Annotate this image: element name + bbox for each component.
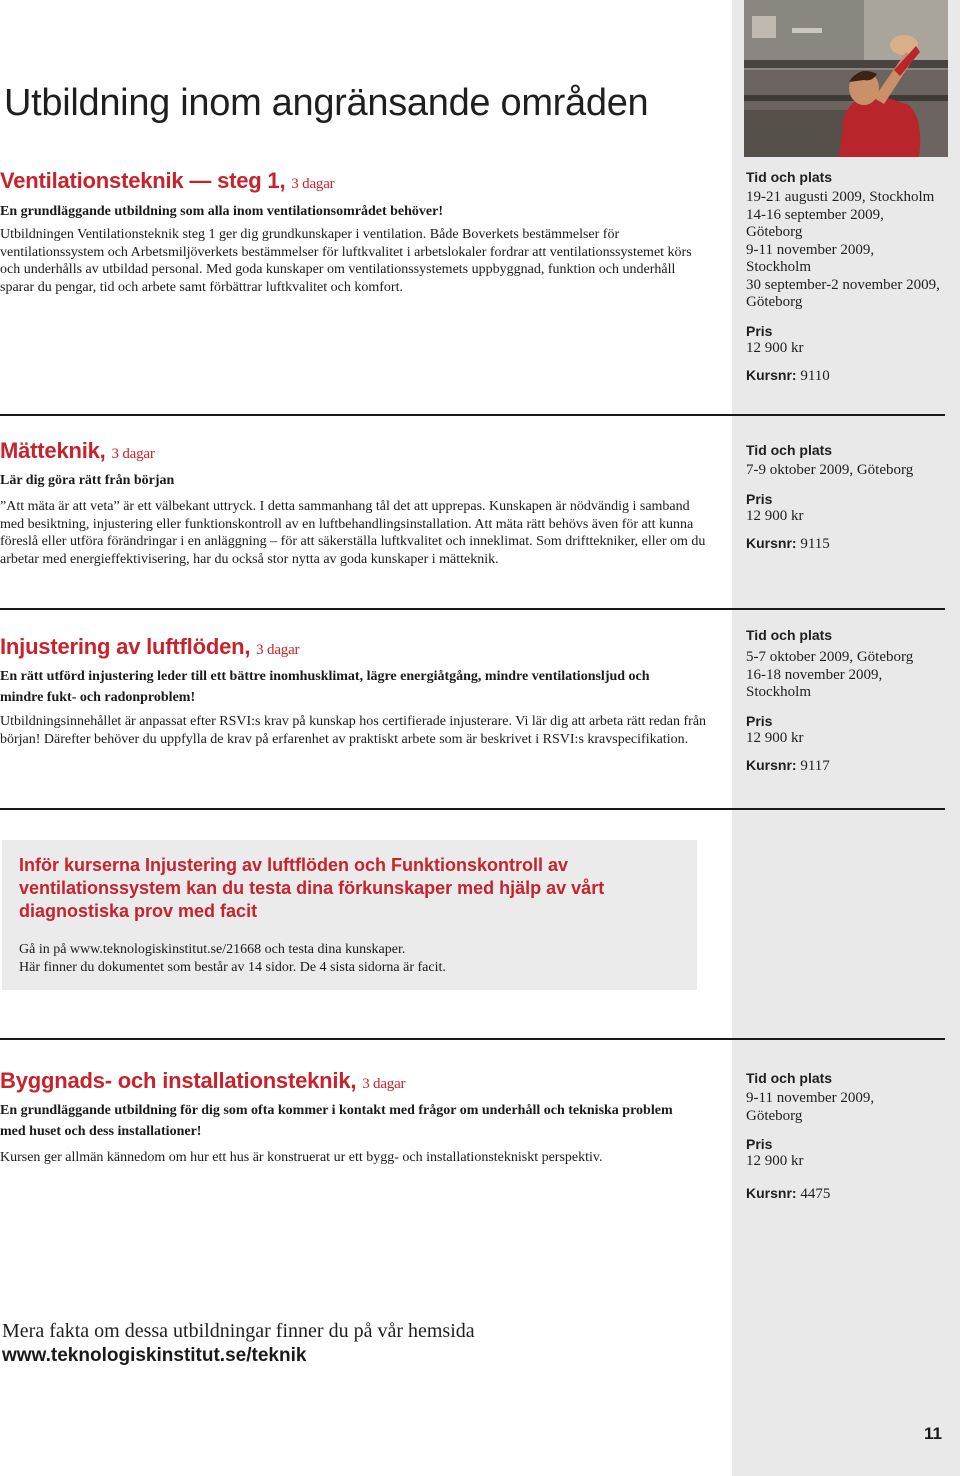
- course-duration: 3 dagar: [111, 446, 155, 462]
- section-divider: [0, 608, 945, 610]
- date-line: Göteborg: [746, 224, 803, 240]
- date-line: 14-16 september 2009,: [746, 206, 884, 223]
- page-title: Utbildning inom angränsande områden: [4, 82, 649, 124]
- course-lead: En rätt utförd injustering leder till ett bättre inomhusklimat, lägre energiåtgång, mindre ventilationsljud och mindre fukt- och radonproblem!: [0, 669, 650, 705]
- date-line: 5-7 oktober 2009, Göteborg: [746, 649, 914, 665]
- time-place-label: Tid och plats: [746, 169, 833, 185]
- price-label: Pris: [746, 712, 773, 729]
- course-description: Utbildningsinnehållet är anpassat efter RSVI:s krav på kunskap hos certifierade injusterare. Vi lär dig att arbeta rätt redan från början! Därefter behöver du uppfylla de krav på erfarenhet av praktiskt arbete som är beskrivet i RSVI:s kravspecifikation.: [0, 714, 707, 747]
- course-title-text: Byggnads- och installationsteknik,: [0, 1068, 357, 1093]
- section-divider: [0, 414, 945, 416]
- technician-photo: [744, 0, 948, 157]
- course-info-injustering: [746, 626, 960, 776]
- date-line: 9-11 november 2009,: [746, 1090, 875, 1106]
- course-duration: 3 dagar: [362, 1076, 406, 1092]
- course-info-byggnadsteknik: [746, 1069, 960, 1203]
- course-info-ventilationsteknik: [746, 168, 960, 386]
- course-lead: Lär dig göra rätt från början: [0, 473, 175, 488]
- course-info-matteknik: [746, 441, 960, 554]
- course-title: [0, 634, 710, 660]
- dates-list: [746, 1090, 960, 1125]
- course-number-value: 9110: [800, 368, 830, 384]
- course-ventilationsteknik: [0, 168, 710, 296]
- price-label: Pris: [746, 322, 773, 339]
- course-number-label: Kursnr:: [746, 367, 797, 383]
- course-title-text: Mätteknik,: [0, 438, 106, 463]
- course-description: Kursen ger allmän kännedom om hur ett hus är konstruerat ur ett bygg- och installationstekniskt perspektiv.: [0, 1150, 603, 1165]
- course-number: [746, 1185, 960, 1204]
- course-number: [746, 757, 960, 776]
- dates-list: [746, 649, 960, 702]
- date-line: Stockholm: [746, 684, 812, 700]
- callout-heading: Inför kurserna Injustering av luftflöden och Funktionskontroll av ventilationssystem kan du testa dina förkunskaper med hjälp av vårt diagnostiska prov med facit: [19, 855, 605, 921]
- date-line: 7-9 oktober 2009, Göteborg: [746, 462, 914, 478]
- course-number-value: 9117: [800, 758, 830, 774]
- course-title-text: Ventilationsteknik — steg 1,: [0, 168, 286, 193]
- technician-photo-image: [744, 0, 948, 157]
- course-number-label: Kursnr:: [746, 1184, 797, 1201]
- course-matteknik: [0, 438, 710, 568]
- course-lead: En grundläggande utbildning som alla inom ventilationsområdet behöver!: [0, 204, 444, 219]
- course-title: [0, 168, 710, 194]
- course-injustering: [0, 634, 710, 748]
- date-line: 19-21 augusti 2009, Stockholm: [746, 189, 935, 205]
- price-label: Pris: [746, 1136, 773, 1152]
- course-duration: 3 dagar: [291, 176, 335, 192]
- date-line: 30 september-2 november 2009,: [746, 276, 940, 293]
- page-number: 11: [924, 1424, 942, 1443]
- course-number: [746, 535, 960, 554]
- footer-text: Mera fakta om dessa utbildningar finner du på vår hemsida: [2, 1320, 475, 1342]
- price-label: Pris: [746, 490, 773, 507]
- footer-website-link[interactable]: www.teknologiskinstitut.se/teknik: [2, 1345, 307, 1366]
- price-value: 12 900 kr: [746, 507, 804, 524]
- price-value: 12 900 kr: [746, 729, 804, 746]
- dates-list: [746, 462, 960, 480]
- time-place-label: Tid och plats: [746, 627, 833, 643]
- diagnostic-test-callout: [2, 840, 697, 990]
- course-title: [0, 438, 710, 464]
- time-place-label: Tid och plats: [746, 1070, 833, 1086]
- date-line: Göteborg: [746, 1107, 803, 1124]
- course-byggnadsteknik: [0, 1068, 710, 1167]
- course-number-label: Kursnr:: [746, 757, 797, 773]
- time-place-label: Tid och plats: [746, 442, 833, 458]
- callout-text: [19, 941, 659, 976]
- course-lead: En grundläggande utbildning för dig som ofta kommer i kontakt med frågor om underhåll och tekniska problem med huset och dess installationer!: [0, 1103, 673, 1139]
- course-title-text: Injustering av luftflöden,: [0, 634, 251, 659]
- section-divider: [0, 1038, 945, 1040]
- callout-link-line: Gå in på www.teknologiskinstitut.se/21668 och testa dina kunskaper.: [19, 942, 406, 957]
- date-line: 9-11 november 2009,: [746, 241, 875, 258]
- date-line: Stockholm: [746, 259, 812, 275]
- course-description: ”Att mäta är att veta” är ett välbekant uttryck. I detta sammanhang tål det att upprepas. Kunskapen är nödvändig i samband med besiktning, injustering eller funktionskontroll av en luftbehandlingsinstallation. Att mäta rätt behövs även för att kunna föreslå eller utföra förändringar i en anläggning – för att säkerställa luftkvalitet och inneklimat. Som drifttekniker, eller om du arbetar med energieffektivisering, har du också stor nytta av goda kunskaper i mätteknik.: [0, 499, 706, 567]
- callout-info-line: Här finner du dokumentet som består av 14 sidor. De 4 sista sidorna är facit.: [19, 959, 446, 975]
- price-value: 12 900 kr: [746, 339, 804, 356]
- date-line: Göteborg: [746, 294, 803, 310]
- course-title: [0, 1068, 710, 1094]
- course-duration: 3 dagar: [256, 642, 300, 658]
- course-description: Utbildningen Ventilationsteknik steg 1 ger dig grundkunskaper i ventilation. Både Boverkets bestämmelser för ventilationssystem och Arbetsmiljöverkets bestämmelser för luftkvalitet i arbetslokaler fordrar att ventilationssystemet körs och underhålls av utbildad personal. Med goda kunskaper om ventilationssystemets uppbyggnad, funktion och underhåll sparar du pengar, tid och arbete samt förbättrar luftkvalitet och komfort.: [0, 227, 692, 295]
- section-divider: [0, 808, 945, 810]
- date-line: 16-18 november 2009,: [746, 666, 883, 683]
- course-number-label: Kursnr:: [746, 535, 797, 551]
- course-number-value: 9115: [800, 536, 830, 552]
- course-number-value: 4475: [800, 1185, 831, 1202]
- course-number: [746, 367, 960, 386]
- dates-list: [746, 189, 960, 312]
- price-value: 12 900 kr: [746, 1153, 804, 1169]
